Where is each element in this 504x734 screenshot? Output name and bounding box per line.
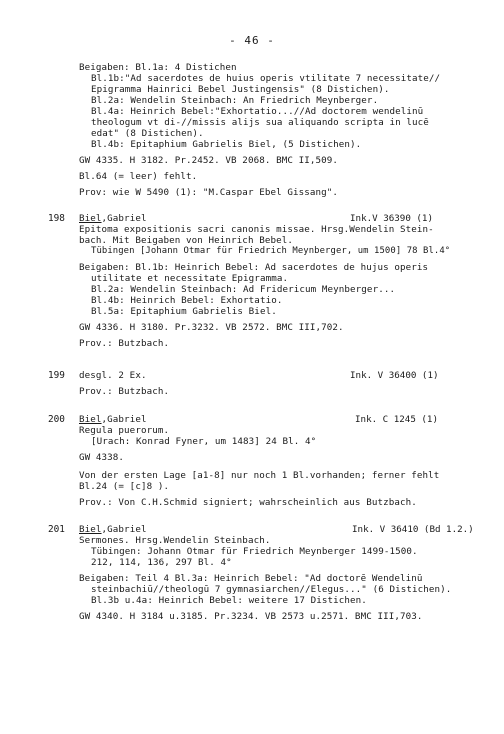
text-line: Tübingen [Johann Otmar für Friedrich Meynberger, um 1500] 78 Bl.4° [91,246,451,256]
text-line: Bl.2a: Wendelin Steinbach: Ad Fridericum Meynberger... [91,284,396,295]
text-line: 212, 114, 136, 297 Bl. 4° [91,557,232,568]
text-line: GW 4340. H 3184 u.3185. Pr.3234. VB 2573 u.2571. BMC III,703. [79,611,423,622]
text-line: theologum vt di-//missis alijs sua aliquando scripta in lucē [91,117,429,128]
text-line: bach. Mit Beigaben von Heinrich Bebel. [79,235,293,246]
author-surname: Biel [79,524,102,535]
author-forename: ,Gabriel [101,414,147,425]
text-line: utilitate et necessitate Epigramma. [91,273,289,284]
author-surname: Biel [79,213,102,224]
text-line: Bl.3b u.4a: Heinrich Bebel: weitere 17 Distichen. [91,595,367,606]
text-line: Prov.: Butzbach. [79,386,170,397]
entry-author [79,414,147,425]
text-line: edat" (8 Distichen). [91,128,204,139]
text-line: Bl.24 (= [c]8 ). [79,481,170,492]
text-line: Prov.: Von C.H.Schmid signiert; wahrscheinlich aus Butzbach. [79,497,417,508]
text-line: GW 4336. H 3180. Pr.3232. VB 2572. BMC III,702. [79,322,344,333]
text-line: Bl.64 (= leer) fehlt. [79,171,198,182]
text-line: Bl.2a: Wendelin Steinbach: An Friedrich Meynberger. [91,95,379,106]
text-line: Beigaben: Bl.1a: 4 Distichen [79,62,237,73]
text-line: Sermones. Hrsg.Wendelin Steinbach. [79,535,271,546]
text-line: Von der ersten Lage [a1-8] nur noch 1 Bl.vorhanden; ferner fehlt [79,470,440,481]
text-line: Bl.4b: Heinrich Bebel: Exhortatio. [91,295,283,306]
text-line: Regula puerorum. [79,425,170,436]
author-surname: Biel [79,414,102,425]
text-line: Beigaben: Bl.1b: Heinrich Bebel: Ad sacerdotes de hujus operis [79,262,429,273]
call-number: Ink. V 36410 (Bd 1.2.) [352,524,474,535]
author-forename: ,Gabriel [101,213,147,224]
text-line: Bl.1b:"Ad sacerdotes de huius operis vtilitate 7 necessitate// [91,73,441,84]
entry-author [79,213,147,224]
text-line: Bl.4b: Epitaphium Gabrielis Biel, (5 Distichen). [91,139,362,150]
text-line: GW 4338. [79,452,125,463]
entry-number: 199 [48,370,65,381]
text-line: Epitoma expositionis sacri canonis missae. Hrsg.Wendelin Stein- [79,224,434,235]
text-line: steinbachiū//theologū 7 gymnasiarchen//Elegus..." (6 Distichen). [91,584,452,595]
entry-number: 201 [48,524,65,535]
entry-author [79,524,147,535]
text-line: Beigaben: Teil 4 Bl.3a: Heinrich Bebel: "Ad doctorē Wendelinū [79,573,423,584]
page-number: - 46 - [229,34,275,47]
call-number: Ink.V 36390 (1) [350,213,433,224]
text-line: GW 4335. H 3182. Pr.2452. VB 2068. BMC II,509. [79,155,339,166]
call-number: Ink. V 36400 (1) [350,370,439,381]
text-line: Bl.5a: Epitaphium Gabrielis Biel. [91,306,277,317]
call-number: Ink. C 1245 (1) [355,414,438,425]
entry-author: desgl. 2 Ex. [79,370,147,381]
text-line: Tübingen: Johann Otmar für Friedrich Meynberger 1499-1500. [91,546,418,557]
text-line: Bl.4a: Heinrich Bebel:"Exhortatio...//Ad doctorem wendelinū [91,106,424,117]
entry-number: 200 [48,414,65,425]
text-line: [Urach: Konrad Fyner, um 1483] 24 Bl. 4° [91,436,317,447]
text-line: Prov.: Butzbach. [79,338,170,349]
author-forename: ,Gabriel [101,524,147,535]
text-line: Prov: wie W 5490 (1): "M.Caspar Ebel Gissang". [79,187,339,198]
text-line: Epigramma Hainrici Bebel Justingensis" (8 Distichen). [91,84,390,95]
entry-number: 198 [48,213,65,224]
